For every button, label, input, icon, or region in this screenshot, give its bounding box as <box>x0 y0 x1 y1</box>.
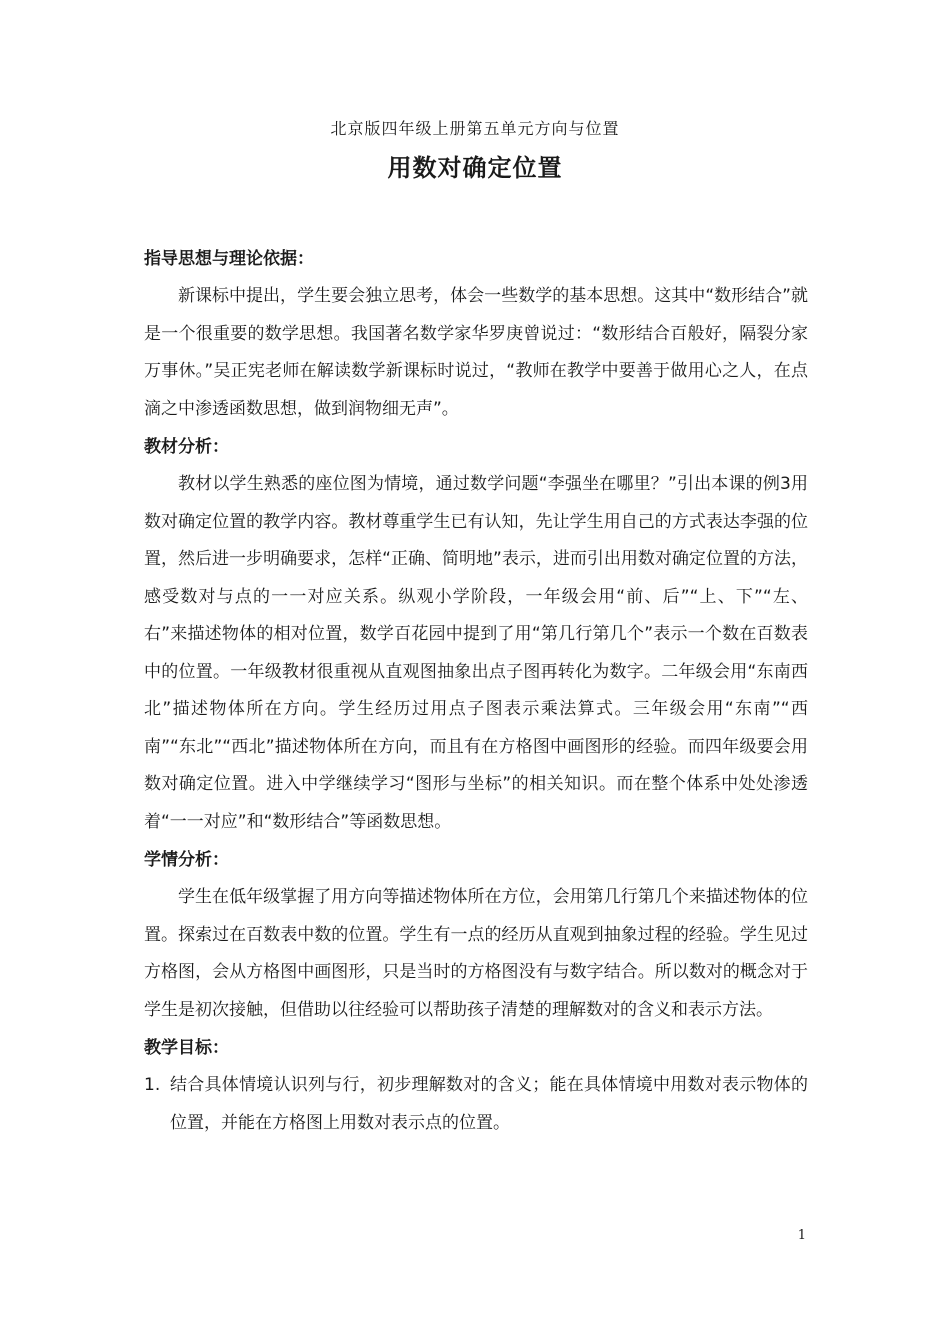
list-item-number: 1. <box>144 1075 161 1095</box>
section-heading-textbook-analysis: 教材分析： <box>144 437 229 457</box>
document-body <box>144 240 808 1142</box>
section-heading-guiding-theory: 指导思想与理论依据： <box>144 249 314 269</box>
section-paragraph-student-analysis: 学生在低年级掌握了用方向等描述物体所在方位，会用第几行第几个来描述物体的位置。探索过在百数表中数的位置。学生有一点的经历从直观到抽象过程的经验。学生见过方格图，会从方格图中画图形，只是当时的方格图没有与数字结合。所以数对的概念对于学生是初次接触，但借助以往经验可以帮助孩子清楚的理解数对的含义和表示方法。 <box>144 887 808 1020</box>
section-heading-student-analysis: 学情分析： <box>144 850 229 870</box>
list-item-text: 结合具体情境认识列与行，初步理解数对的含义；能在具体情境中用数对表示物体的位置，并能在方格图上用数对表示点的位置。 <box>170 1075 808 1133</box>
list-item <box>144 1067 808 1142</box>
page-number: 1 <box>797 1228 806 1243</box>
section-heading-teaching-goals: 教学目标： <box>144 1038 229 1058</box>
document-title: 用数对确定位置 <box>387 154 563 182</box>
document-subtitle: 北京版四年级上册第五单元方向与位置 <box>330 119 620 138</box>
section-paragraph-textbook-analysis: 教材以学生熟悉的座位图为情境，通过数学问题“李强坐在哪里？”引出本课的例3用数对确定位置的教学内容。教材尊重学生已有认知，先让学生用自己的方式表达李强的位置，然后进一步明确要求，怎样“正确、简明地”表示，进而引出用数对确定位置的方法，感受数对与点的一一对应关系。纵观小学阶段，一年级会用“前、后”“上、下”“左、右”来描述物体的相对位置，数学百花园中提到了用“第几行第几个”表示一个数在百数表中的位置。一年级教材很重视从直观图抽象出点子图再转化为数字。二年级会用“东南西北”描述物体所在方向。学生经历过用点子图表示乘法算式。三年级会用“东南”“西南”“东北”“西北”描述物体所在方向，而且有在方格图中画图形的经验。而四年级要会用数对确定位置。进入中学继续学习“图形与坐标”的相关知识。而在整个体系中处处渗透着“一一对应”和“数形结合”等函数思想。 <box>144 474 808 832</box>
section-paragraph-guiding-theory: 新课标中提出，学生要会独立思考，体会一些数学的基本思想。这其中“数形结合”就是一个很重要的数学思想。我国著名数学家华罗庚曾说过：“数形结合百般好，隔裂分家万事休。”吴正宪老师在解读数学新课标时说过，“教师在教学中要善于做用心之人，在点滴之中渗透函数思想，做到润物细无声”。 <box>144 286 808 419</box>
